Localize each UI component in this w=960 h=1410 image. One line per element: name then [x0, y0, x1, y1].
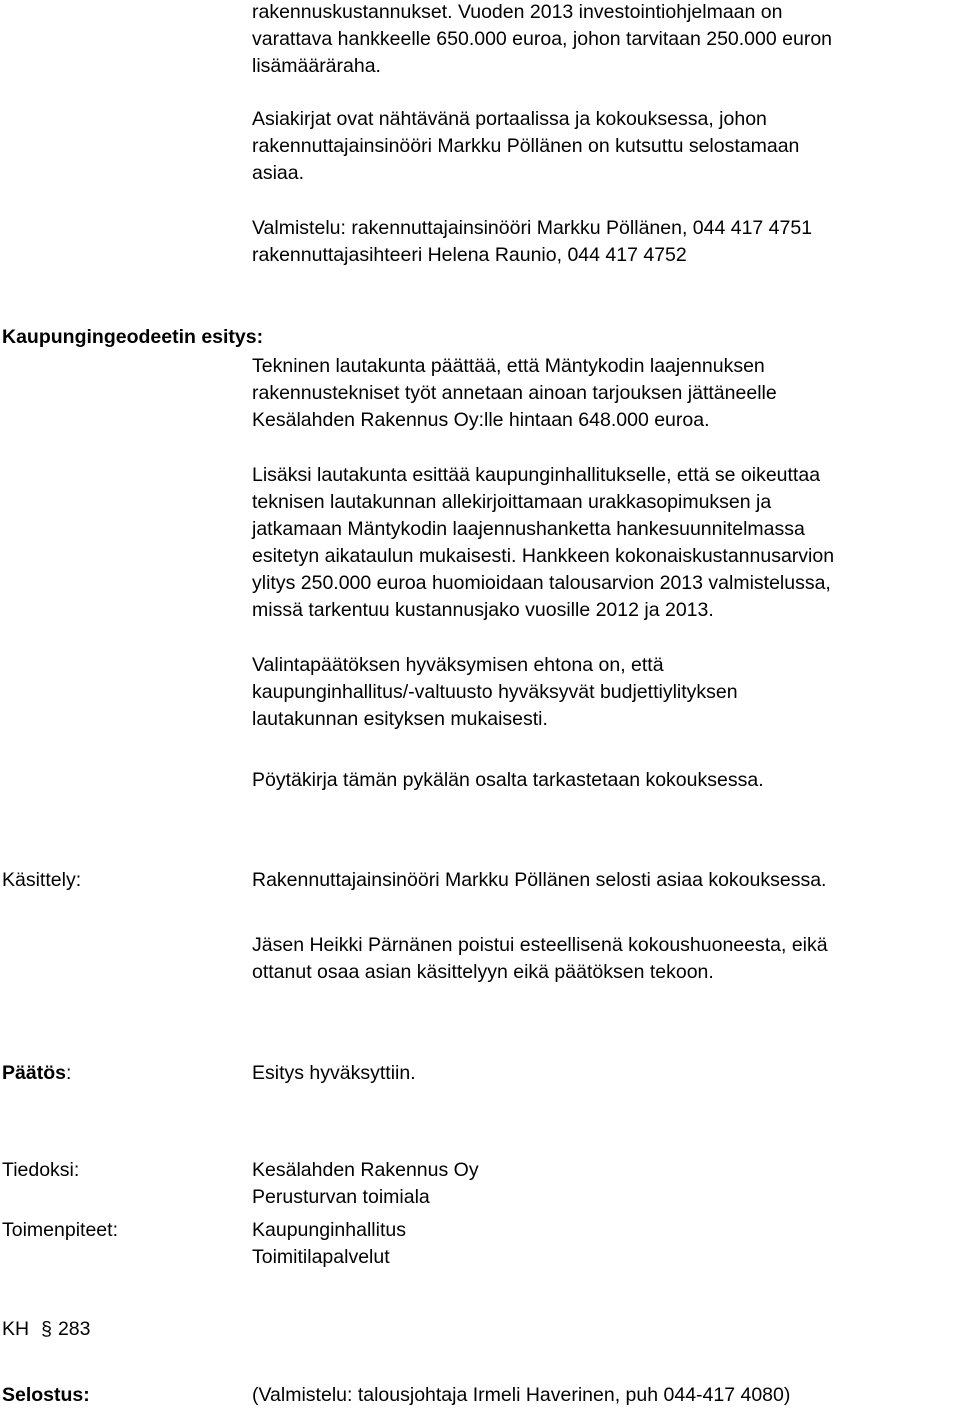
proposal-line: rakennustekniset työt annetaan ainoan tarjouksen jättäneelle [252, 382, 777, 404]
proposal-paragraph-1 [252, 353, 952, 434]
preparation-line: rakennuttajasihteeri Helena Raunio, 044 417 4752 [252, 244, 687, 266]
proposal-line: Pöytäkirja tämän pykälän osalta tarkastetaan kokouksessa. [252, 769, 764, 791]
description-label: Selostus: [2, 1384, 90, 1406]
decision-label [2, 1060, 71, 1087]
actions-label: Toimenpiteet: [2, 1219, 118, 1241]
proposal-line: teknisen lautakunnan allekirjoittamaan urakkasopimuksen ja [252, 491, 772, 513]
actions-recipient: Toimitilapalvelut [252, 1246, 390, 1268]
proposal-line: jatkamaan Mäntykodin laajennushanketta hankesuunnitelmassa [252, 518, 805, 540]
documents-line: Asiakirjat ovat nähtävänä portaalissa ja kokouksessa, johon [252, 108, 767, 130]
proposal-line: missä tarkentuu kustannusjako vuosille 2012 ja 2013. [252, 599, 714, 621]
documents-line: rakennuttajainsinööri Markku Pöllänen on kutsuttu selostamaan [252, 135, 800, 157]
proposal-line: lautakunnan esityksen mukaisesti. [252, 708, 548, 730]
description-text [252, 1382, 952, 1409]
handling-paragraph-1 [252, 867, 952, 894]
intro-line: varattava hankkeelle 650.000 euroa, johon tarvitaan 250.000 euron [252, 28, 833, 50]
description-line: (Valmistelu: talousjohtaja Irmeli Haverinen, puh 044-417 4080) [252, 1384, 791, 1406]
proposal-paragraph-4 [252, 767, 952, 794]
handling-line: Rakennuttajainsinööri Markku Pöllänen selosti asiaa kokouksessa. [252, 869, 827, 891]
proposal-line: Kesälahden Rakennus Oy:lle hintaan 648.000 euroa. [252, 409, 710, 431]
handling-line: Jäsen Heikki Pärnänen poistui esteellisenä kokoushuoneesta, eikä [252, 934, 828, 956]
documents-line: asiaa. [252, 162, 305, 184]
decision-line: Esitys hyväksyttiin. [252, 1062, 416, 1084]
decision-label-bold: Päätös [2, 1062, 66, 1084]
notice-recipient: Perusturvan toimiala [252, 1186, 430, 1208]
section-number: 283 [57, 1318, 91, 1340]
notice-recipient: Kesälahden Rakennus Oy [252, 1159, 479, 1181]
notice-recipients [252, 1157, 952, 1211]
handling-line: ottanut osaa asian käsittelyyn eikä päätöksen tekoon. [252, 961, 714, 983]
decision-text [252, 1060, 952, 1087]
proposal-line: Lisäksi lautakunta esittää kaupunginhallitukselle, että se oikeuttaa [252, 464, 821, 486]
handling-label: Käsittely: [2, 869, 82, 891]
documents-paragraph [252, 106, 952, 187]
actions-recipients [252, 1217, 952, 1271]
section-heading [2, 1316, 91, 1343]
handling-paragraph-2 [252, 932, 952, 986]
proposal-line: Tekninen lautakunta päättää, että Mäntykodin laajennuksen [252, 355, 765, 377]
preparation-paragraph [252, 215, 952, 269]
actions-recipient: Kaupunginhallitus [252, 1219, 406, 1241]
proposal-line: kaupunginhallitus/-valtuusto hyväksyvät budjettiylityksen [252, 681, 738, 703]
proposal-paragraph-3 [252, 652, 952, 733]
proposal-line: Valintapäätöksen hyväksymisen ehtona on, että [252, 654, 664, 676]
preparation-line: Valmistelu: rakennuttajainsinööri Markku Pöllänen, 044 417 4751 [252, 217, 813, 239]
section-prefix: KH [2, 1318, 30, 1340]
proposal-paragraph-2 [252, 462, 952, 624]
proposal-line: ylitys 250.000 euroa huomioidaan talousarvion 2013 valmistelussa, [252, 572, 831, 594]
intro-paragraph [252, 0, 952, 80]
decision-label-suffix: : [65, 1062, 72, 1084]
proposal-line: esitetyn aikataulun mukaisesti. Hankkeen kokonaiskustannusarvion [252, 545, 835, 567]
section-symbol: § [41, 1318, 52, 1340]
intro-line: rakennuskustannukset. Vuoden 2013 investointiohjelmaan on [252, 1, 783, 23]
notice-label: Tiedoksi: [2, 1159, 80, 1181]
proposal-label: Kaupungingeodeetin esitys: [2, 326, 264, 348]
intro-line: lisämääräraha. [252, 55, 381, 77]
